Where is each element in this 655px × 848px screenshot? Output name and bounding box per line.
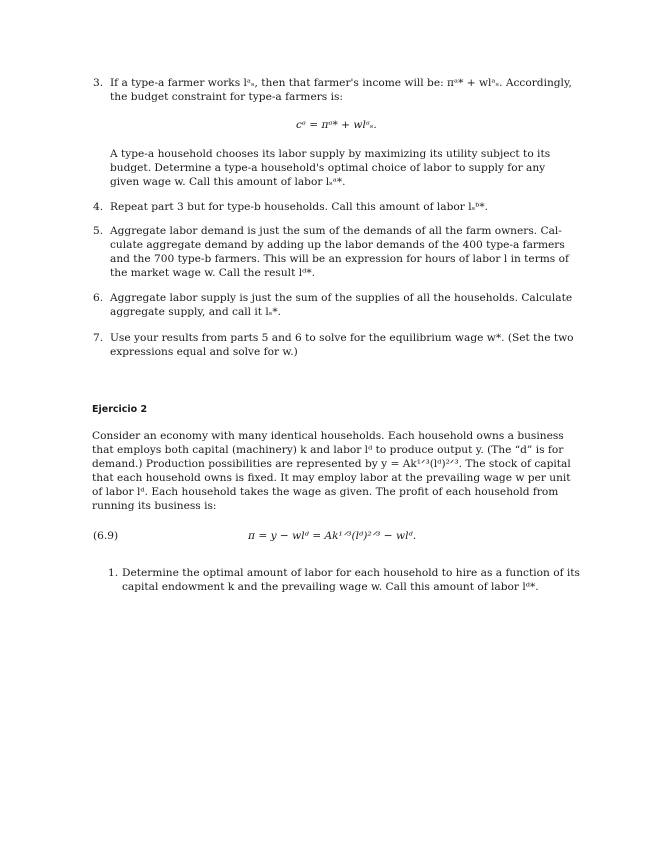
item-line: budget. Determine a type-a household's optimal choice of labor to supply for any <box>110 162 546 174</box>
item-line: capital endowment k and the prevailing wage w. Call this amount of labor lᵈ*. <box>122 581 539 593</box>
item-line: culate aggregate demand by adding up the labor demands of the 400 type-a farmers <box>110 239 565 251</box>
item-line: If a type-a farmer works lᵃₛ, then that farmer's income will be: πᵃ* + wlᵃₛ. Accordingly, <box>110 77 572 89</box>
item-number: 1. <box>108 567 119 579</box>
list-item-3 <box>93 76 572 104</box>
paragraph-line: of labor lᵈ. Each household takes the wage as given. The profit of each household from <box>92 486 559 498</box>
paragraph-line: that employs both capital (machinery) k and labor lᵈ to produce output y. (The “d” is for <box>92 444 564 456</box>
budget-equation: cᵃ = πᵃ* + wlᵃₛ. <box>296 119 377 131</box>
list-item-4 <box>93 200 563 214</box>
item-line: given wage w. Call this amount of labor lₛᵃ*. <box>110 176 346 188</box>
item-number: 7. <box>93 332 104 344</box>
item-number: 3. <box>93 77 104 89</box>
list-item-7 <box>93 331 574 359</box>
item-line: expressions equal and solve for w.) <box>110 346 298 358</box>
item-line: Aggregate labor demand is just the sum of the demands of all the farm owners. Cal- <box>110 225 562 237</box>
item-number: 4. <box>93 201 104 213</box>
profit-equation: π = y − wlᵈ = Ak¹ᐟ³(lᵈ)²ᐟ³ − wlᵈ. <box>248 530 417 542</box>
list-item-5 <box>93 224 569 280</box>
paragraph-line: demand.) Production possibilities are represented by y = Ak¹ᐟ³(lᵈ)²ᐟ³. The stock of capital <box>92 458 571 470</box>
item-line: the budget constraint for type-a farmers is: <box>110 91 343 103</box>
item-line: Aggregate labor supply is just the sum of the supplies of all the households. Calculate <box>110 292 573 304</box>
list-item-6 <box>93 291 573 319</box>
sub-list-item-1 <box>108 566 580 594</box>
paragraph-line: Consider an economy with many identical households. Each household owns a business <box>92 430 564 442</box>
item-line: the market wage w. Call the result lᵈ*. <box>110 267 315 279</box>
item-number: 6. <box>93 292 104 304</box>
intro-paragraph <box>92 429 571 513</box>
item-line: Use your results from parts 5 and 6 to solve for the equilibrium wage w*. (Set the two <box>110 332 574 344</box>
item-line: aggregate supply, and call it lₛ*. <box>110 306 282 318</box>
item-line: Repeat part 3 but for type-b households. Call this amount of labor lₛᵇ*. <box>110 201 489 213</box>
item-line: Determine the optimal amount of labor for each household to hire as a function of its <box>122 567 580 579</box>
section-title: Ejercicio 2 <box>92 404 148 415</box>
item-line: A type-a household chooses its labor supply by maximizing its utility subject to its <box>110 148 551 160</box>
paragraph-line: that each household owns is fixed. It may employ labor at the prevailing wage w per unit <box>92 472 571 484</box>
paragraph-line: running its business is: <box>92 500 217 512</box>
equation-number: (6.9) <box>93 530 119 542</box>
item-number: 5. <box>93 225 104 237</box>
item-line: and the 700 type-b farmers. This will be an expression for hours of labor l in terms of <box>110 253 569 265</box>
list-item-3-continued <box>93 147 563 189</box>
